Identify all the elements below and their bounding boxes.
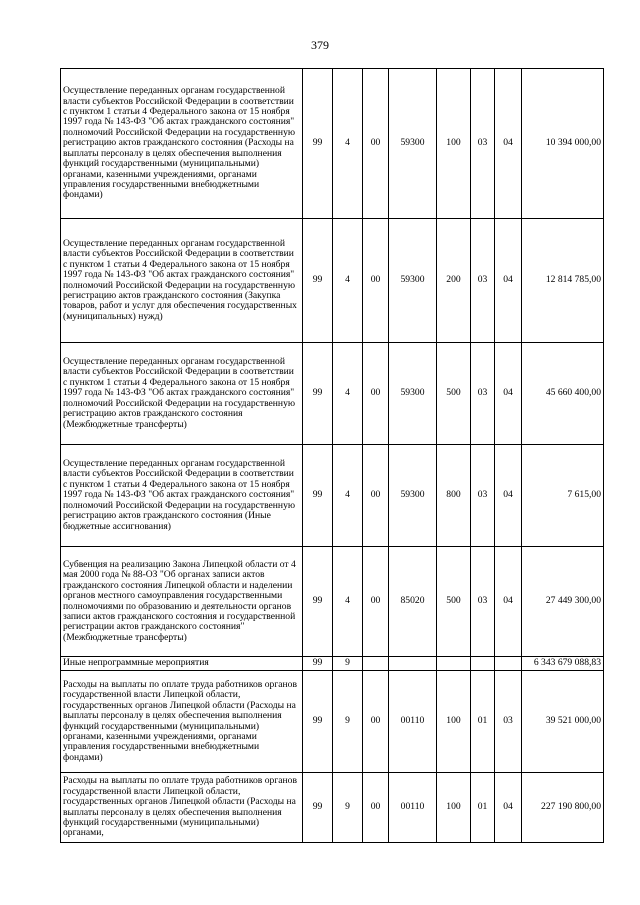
row-description: Субвенция на реализацию Закона Липецкой области от 4 мая 2000 года № 88-ОЗ "Об органах записи актов гражданского состояния Липецкой области и наделении органов местного самоуправления государственными полномочиями по образованию и деятельности органов записи актов гражданского состояния и государственной регистрации актов гражданского состояния" (Межбюджетные трансферты) [61,547,303,657]
direction-code: 59300 [389,445,437,547]
program-code: 99 [303,219,333,343]
amount-cell: 10 394 000,00 [522,69,604,219]
program-code: 99 [303,657,333,671]
table-row [61,657,604,671]
subsection-code [495,657,522,671]
section-code: 03 [471,547,495,657]
row-description: Расходы на выплаты по оплате труда работников органов государственной власти Липецкой области, государственных органов Липецкой области (Расходы на выплаты персоналу в целях обеспечения выполнения функций государственными (муниципальными) органами, казенными учреждениями, органами управления государственными внебюджетными фондами) [61,671,303,773]
amount-cell: 227 190 800,00 [522,773,604,843]
program-code: 99 [303,773,333,843]
row-description: Осуществление переданных органам государственной власти субъектов Российской Федерации в соответствии с пунктом 1 статьи 4 Федерального закона от 15 ноября 1997 года № 143-ФЗ "Об актах гражданского состояния" полномочий Российской Федерации на государственную регистрацию актов гражданского состояния (Межбюджетные трансферты) [61,343,303,445]
budget-table [60,68,604,843]
amount-cell: 12 814 785,00 [522,219,604,343]
subprogram-code: 4 [333,343,363,445]
section-code: 01 [471,773,495,843]
row-description: Расходы на выплаты по оплате труда работников органов государственной власти Липецкой области, государственных органов Липецкой области (Расходы на выплаты персоналу в целях обеспечения выполнения функций государственными (муниципальными) органами, [61,773,303,843]
subsection-code: 04 [495,773,522,843]
amount-cell: 6 343 679 088,83 [522,657,604,671]
direction-code: 59300 [389,69,437,219]
section-code [471,657,495,671]
subsection-code: 04 [495,547,522,657]
page-number: 379 [311,38,329,52]
row-description: Иные непрограммные мероприятия [61,657,303,671]
subsection-code: 04 [495,69,522,219]
subprogram-code: 4 [333,547,363,657]
subprogram-code: 9 [333,773,363,843]
expense-type-code: 100 [437,671,471,773]
amount-cell: 27 449 300,00 [522,547,604,657]
direction-code: 59300 [389,343,437,445]
expense-type-code: 200 [437,219,471,343]
expense-type-code: 500 [437,343,471,445]
main-event-code: 00 [363,219,389,343]
table-row [61,773,604,843]
program-code: 99 [303,547,333,657]
expense-type-code: 500 [437,547,471,657]
main-event-code: 00 [363,547,389,657]
subsection-code: 04 [495,445,522,547]
row-description: Осуществление переданных органам государственной власти субъектов Российской Федерации в соответствии с пунктом 1 статьи 4 Федерального закона от 15 ноября 1997 года № 143-ФЗ "Об актах гражданского состояния" полномочий Российской Федерации на государственную регистрацию актов гражданского состояния (Расходы на выплаты персоналу в целях обеспечения выполнения функций государственными (муниципальными) органами, казенными учреждениями, органами управления государственными внебюджетными фондами) [61,69,303,219]
section-code: 03 [471,343,495,445]
amount-cell: 45 660 400,00 [522,343,604,445]
amount-cell: 7 615,00 [522,445,604,547]
direction-code: 85020 [389,547,437,657]
subprogram-code: 4 [333,445,363,547]
table-row [61,219,604,343]
main-event-code [363,657,389,671]
expense-type-code: 100 [437,773,471,843]
table-row [61,671,604,773]
subsection-code: 04 [495,219,522,343]
row-description: Осуществление переданных органам государственной власти субъектов Российской Федерации в соответствии с пунктом 1 статьи 4 Федерального закона от 15 ноября 1997 года № 143-ФЗ "Об актах гражданского состояния" полномочий Российской Федерации на государственную регистрацию актов гражданского состояния (Иные бюджетные ассигнования) [61,445,303,547]
main-event-code: 00 [363,69,389,219]
main-event-code: 00 [363,343,389,445]
program-code: 99 [303,69,333,219]
expense-type-code: 100 [437,69,471,219]
section-code: 03 [471,219,495,343]
table-row [61,445,604,547]
expense-type-code: 800 [437,445,471,547]
table-row [61,547,604,657]
direction-code: 00110 [389,671,437,773]
program-code: 99 [303,671,333,773]
section-code: 03 [471,445,495,547]
table-row [61,69,604,219]
subprogram-code: 9 [333,671,363,773]
program-code: 99 [303,343,333,445]
table-row [61,343,604,445]
section-code: 03 [471,69,495,219]
main-event-code: 00 [363,445,389,547]
subsection-code: 03 [495,671,522,773]
section-code: 01 [471,671,495,773]
direction-code: 00110 [389,773,437,843]
expense-type-code [437,657,471,671]
subprogram-code: 9 [333,657,363,671]
subprogram-code: 4 [333,219,363,343]
direction-code [389,657,437,671]
direction-code: 59300 [389,219,437,343]
amount-cell: 39 521 000,00 [522,671,604,773]
subsection-code: 04 [495,343,522,445]
main-event-code: 00 [363,671,389,773]
row-description: Осуществление переданных органам государственной власти субъектов Российской Федерации в соответствии с пунктом 1 статьи 4 Федерального закона от 15 ноября 1997 года № 143-ФЗ "Об актах гражданского состояния" полномочий Российской Федерации на государственную регистрацию актов гражданского состояния (Закупка товаров, работ и услуг для обеспечения государственных (муниципальных) нужд) [61,219,303,343]
main-event-code: 00 [363,773,389,843]
subprogram-code: 4 [333,69,363,219]
program-code: 99 [303,445,333,547]
